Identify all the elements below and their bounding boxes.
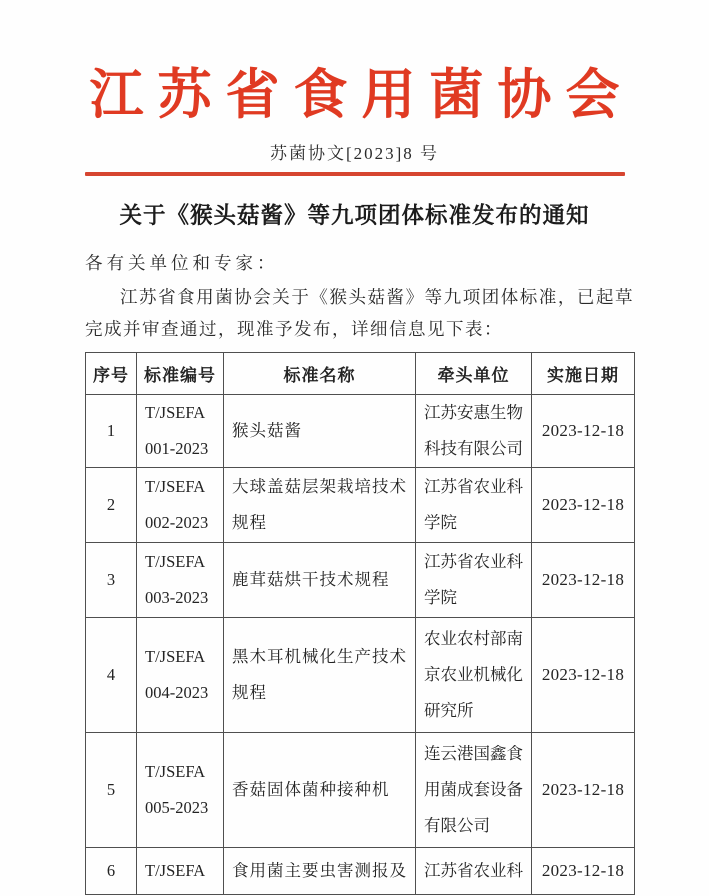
standard-name-cell: 黑木耳机械化生产技术规程 — [224, 618, 416, 733]
standard-code-cell: T/JSEFA 004-2023 — [137, 618, 224, 733]
column-header-no: 序号 — [86, 353, 137, 395]
table-row — [86, 848, 635, 895]
table-row — [86, 395, 635, 468]
standard-code-cell: T/JSEFA — [137, 848, 224, 895]
standard-name-cell: 猴头菇酱 — [224, 395, 416, 468]
standard-name-cell: 大球盖菇层架栽培技术规程 — [224, 468, 416, 543]
standard-code-cell: T/JSEFA 003-2023 — [137, 543, 224, 618]
red-rule-divider — [85, 172, 625, 176]
table-header-row — [86, 353, 635, 395]
implement-date-cell: 2023-12-18 — [532, 395, 635, 468]
table-row — [86, 618, 635, 733]
lead-unit-cell: 江苏安惠生物科技有限公司 — [416, 395, 532, 468]
standard-name-cell: 食用菌主要虫害测报及 — [224, 848, 416, 895]
lead-unit-cell: 江苏省农业科学院 — [416, 543, 532, 618]
lead-unit-cell: 农业农村部南京农业机械化研究所 — [416, 618, 532, 733]
column-header-name: 标准名称 — [224, 353, 416, 395]
implement-date-cell: 2023-12-18 — [532, 733, 635, 848]
row-index-cell: 2 — [86, 468, 137, 543]
notice-title: 关于《猴头菇酱》等九项团体标准发布的通知 — [119, 203, 590, 228]
row-index-cell: 5 — [86, 733, 137, 848]
column-header-code: 标准编号 — [137, 353, 224, 395]
salutation: 各有关单位和专家： — [85, 253, 279, 273]
standard-code-cell: T/JSEFA 002-2023 — [137, 468, 224, 543]
lead-unit-cell: 江苏省农业科学院 — [416, 468, 532, 543]
lead-unit-cell: 连云港国鑫食用菌成套设备有限公司 — [416, 733, 532, 848]
standard-code-cell: T/JSEFA 005-2023 — [137, 733, 224, 848]
implement-date-cell: 2023-12-18 — [532, 848, 635, 895]
standard-name-cell: 香菇固体菌种接种机 — [224, 733, 416, 848]
row-index-cell: 6 — [86, 848, 137, 895]
row-index-cell: 3 — [86, 543, 137, 618]
row-index-cell: 1 — [86, 395, 137, 468]
column-header-unit: 牵头单位 — [416, 353, 532, 395]
table-row — [86, 733, 635, 848]
table-row — [86, 468, 635, 543]
standard-name-cell: 鹿茸菇烘干技术规程 — [224, 543, 416, 618]
implement-date-cell: 2023-12-18 — [532, 618, 635, 733]
lead-unit-cell: 江苏省农业科 — [416, 848, 532, 895]
standards-table — [85, 352, 635, 895]
standard-code-cell: T/JSEFA 001-2023 — [137, 395, 224, 468]
implement-date-cell: 2023-12-18 — [532, 468, 635, 543]
table-row — [86, 543, 635, 618]
implement-date-cell: 2023-12-18 — [532, 543, 635, 618]
org-title: 江苏省食用菌协会 — [89, 65, 634, 125]
doc-number: 苏菌协文[2023]8 号 — [269, 144, 440, 163]
body-paragraph: 江苏省食用菌协会关于《猴头菇酱》等九项团体标准，已起草完成并审查通过，现准予发布，详细信息见下表： — [85, 287, 634, 339]
row-index-cell: 4 — [86, 618, 137, 733]
column-header-date: 实施日期 — [532, 353, 635, 395]
